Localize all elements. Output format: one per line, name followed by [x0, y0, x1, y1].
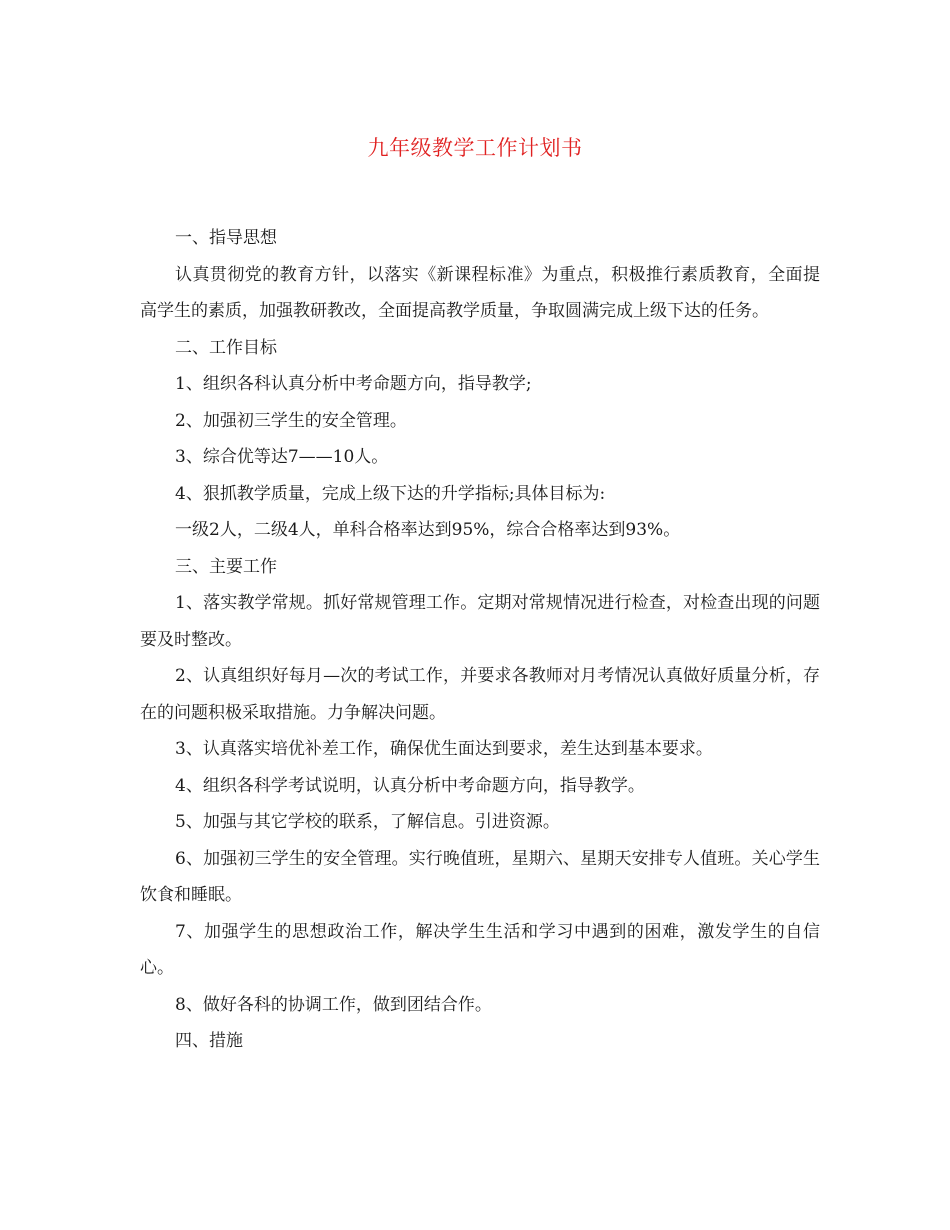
work-item-3: 3、认真落实培优补差工作，确保优生面达到要求，差生达到基本要求。	[175, 739, 713, 759]
work-item-8: 8、做好各科的协调工作，做到团结合作。	[175, 994, 492, 1015]
goal-targets: 一级2人，二级4人，单科合格率达到95%，综合合格率达到93%。	[175, 520, 681, 540]
document-body	[140, 220, 820, 1060]
goal-item-2: 2、加强初三学生的安全管理。	[175, 410, 407, 431]
work-item-4: 4、组织各科学考试说明，认真分析中考命题方向，指导教学。	[175, 775, 645, 796]
goal-item-1: 1、组织各科认真分析中考命题方向，指导教学;	[175, 374, 532, 394]
heading-main-work: 三、主要工作	[175, 556, 277, 577]
goal-item-3: 3、综合优等达7——10人。	[175, 447, 389, 467]
paragraph-guiding-ideology: 认真贯彻党的教育方针，以落实《新课程标准》为重点，积极推行素质教育，全面提高学生的素质，加强教研教改，全面提高教学质量，争取圆满完成上级下达的任务。	[140, 264, 820, 321]
heading-guiding-ideology: 一、指导思想	[175, 228, 277, 248]
work-item-2: 2、认真组织好每月—次的考试工作，并要求各教师对月考情况认真做好质量分析，存在的问题积极采取措施。力争解决问题。	[140, 666, 820, 723]
work-item-6: 6、加强初三学生的安全管理。实行晚值班，星期六、星期天安排专人值班。关心学生饮食和睡眠。	[140, 848, 820, 905]
work-item-1: 1、落实教学常规。抓好常规管理工作。定期对常规情况进行检查，对检查出现的问题要及时整改。	[140, 593, 820, 650]
work-item-5: 5、加强与其它学校的联系，了解信息。引进资源。	[175, 812, 560, 832]
heading-work-goals: 二、工作目标	[175, 337, 277, 358]
document-title: 九年级教学工作计划书	[367, 136, 583, 160]
goal-item-4: 4、狠抓教学质量，完成上级下达的升学指标;具体目标为:	[175, 483, 606, 504]
work-item-7: 7、加强学生的思想政治工作，解决学生生活和学习中遇到的困难，激发学生的自信心。	[140, 921, 820, 978]
heading-measures: 四、措施	[175, 1031, 243, 1051]
